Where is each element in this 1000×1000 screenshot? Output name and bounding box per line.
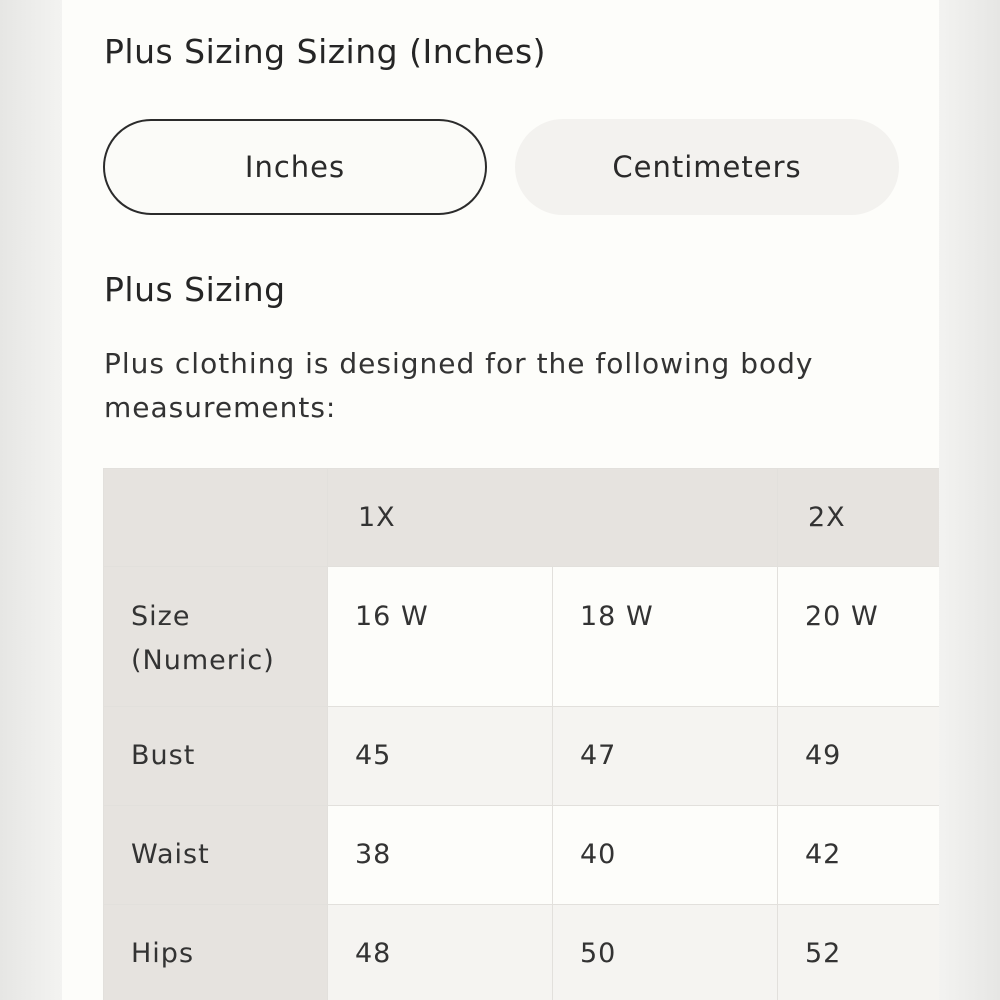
table-header-cell: 1X: [328, 469, 778, 567]
row-label-waist: Waist: [104, 806, 328, 905]
table-cell: 16 W: [328, 567, 553, 707]
inches-toggle-button[interactable]: Inches: [103, 119, 487, 215]
row-label-size-numeric: Size (Numeric): [104, 567, 328, 707]
table-header-row: [104, 469, 940, 567]
table-cell: 52: [778, 905, 940, 1000]
table-row: [104, 707, 940, 806]
table-cell: 49: [778, 707, 940, 806]
table-cell: 20 W: [778, 567, 940, 707]
table-header-cell: [104, 469, 328, 567]
table-cell: 47: [553, 707, 778, 806]
table-cell: 18 W: [553, 567, 778, 707]
page-title: Plus Sizing Sizing (Inches): [104, 32, 547, 71]
section-title: Plus Sizing: [104, 270, 286, 309]
table-row: [104, 806, 940, 905]
table-row: [104, 567, 940, 707]
table-cell: 38: [328, 806, 553, 905]
table-row: [104, 905, 940, 1000]
table-cell: 40: [553, 806, 778, 905]
size-guide-panel: [62, 0, 939, 1000]
row-label-bust: Bust: [104, 707, 328, 806]
table-header-cell: 2X: [778, 469, 940, 567]
table-cell: 42: [778, 806, 940, 905]
table-cell: 48: [328, 905, 553, 1000]
table-cell: 45: [328, 707, 553, 806]
size-table: [103, 468, 939, 1000]
table-cell: 50: [553, 905, 778, 1000]
row-label-hips: Hips: [104, 905, 328, 1000]
centimeters-toggle-button[interactable]: Centimeters: [515, 119, 899, 215]
section-description: Plus clothing is designed for the following body measurements:: [104, 347, 814, 424]
